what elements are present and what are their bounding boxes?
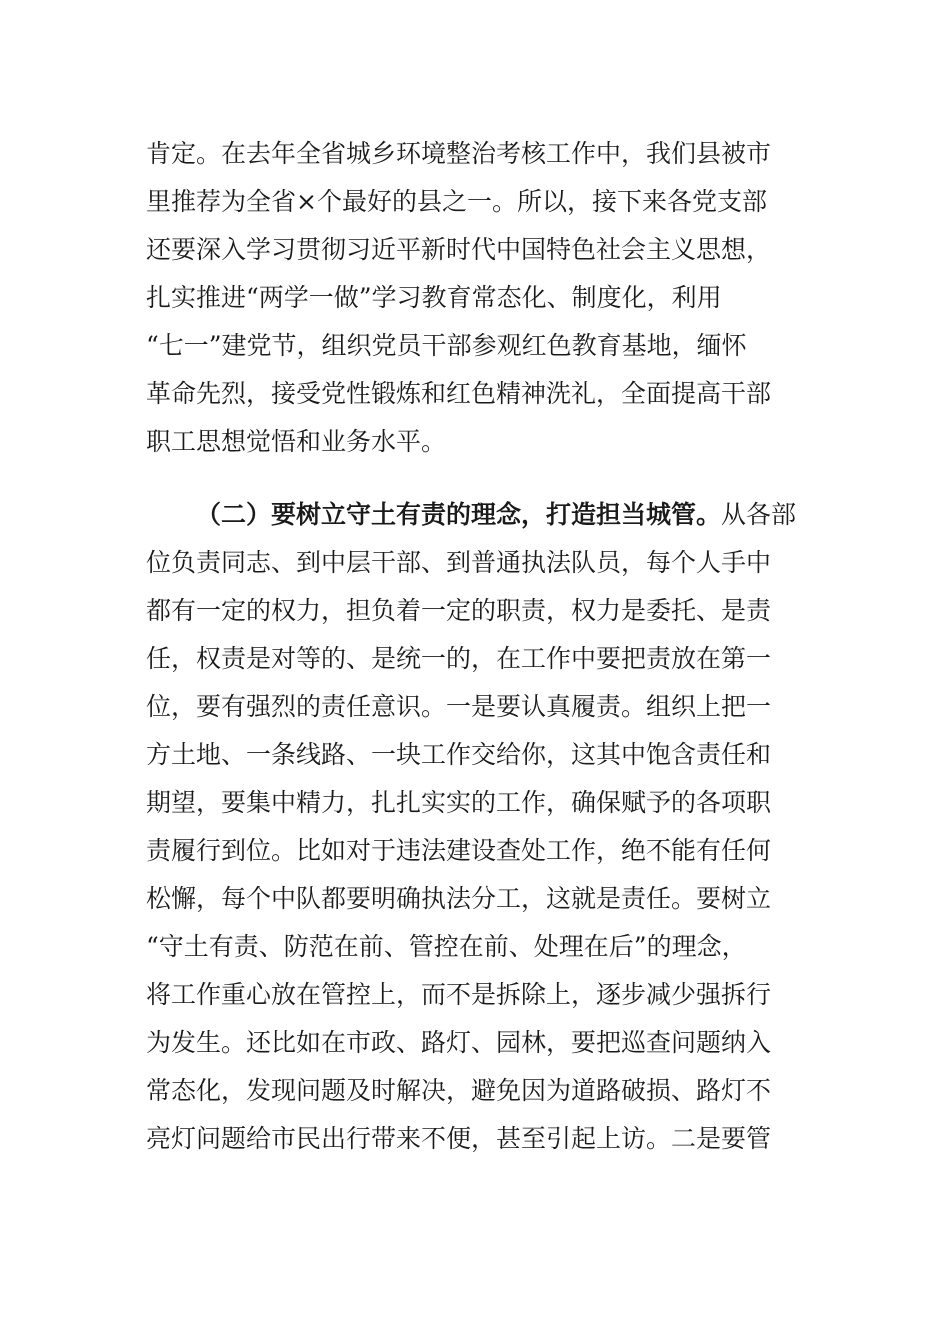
text-line: 为发生。还比如在市政、路灯、园林，要把巡查问题纳入 <box>146 1028 772 1057</box>
text-line: 革命先烈，接受党性锻炼和红色精神洗礼，全面提高干部 <box>146 379 772 408</box>
text-line: 位负责同志、到中层干部、到普通执法队员，每个人手中 <box>146 548 772 577</box>
text-line: 还要深入学习贯彻习近平新时代中国特色社会主义思想， <box>146 235 772 264</box>
section-heading: （二）要树立守土有责的理念，打造担当城管。 <box>196 500 722 529</box>
paragraph-1 <box>146 130 806 466</box>
paragraph-2 <box>146 491 806 1163</box>
text-line: 都有一定的权力，担负着一定的职责，权力是委托、是责 <box>146 596 772 625</box>
text-line: 亮灯问题给市民出行带来不便，甚至引起上访。二是要管 <box>146 1124 772 1153</box>
text-line: 里推荐为全省×个最好的县之一。所以，接下来各党支部 <box>146 187 767 216</box>
text-line: 将工作重心放在管控上，而不是拆除上，逐步减少强拆行 <box>146 980 772 1009</box>
text-line: 职工思想觉悟和业务水平。 <box>146 427 447 456</box>
text-line: “七一”建党节，组织党员干部参观红色教育基地，缅怀 <box>146 331 747 360</box>
text-line: 松懈，每个中队都要明确执法分工，这就是责任。要树立 <box>146 884 772 913</box>
paragraph-first-line <box>146 491 806 539</box>
text-line: 扎实推进“两学一做”学习教育常态化、制度化，利用 <box>146 283 722 312</box>
text-line: “守土有责、防范在前、管控在前、处理在后”的理念， <box>146 932 747 961</box>
text-line: 肯定。在去年全省城乡环境整治考核工作中，我们县被市 <box>146 139 772 168</box>
text-line: 任，权责是对等的、是统一的，在工作中要把责放在第一 <box>146 644 772 673</box>
text-line: 位，要有强烈的责任意识。一是要认真履责。组织上把一 <box>146 692 772 721</box>
text-line: 责履行到位。比如对于违法建设查处工作，绝不能有任何 <box>146 836 772 865</box>
heading-line-continuation: 从各部 <box>721 500 797 529</box>
text-line: 方土地、一条线路、一块工作交给你，这其中饱含责任和 <box>146 740 772 769</box>
text-line: 期望，要集中精力，扎扎实实的工作，确保赋予的各项职 <box>146 788 772 817</box>
text-line: 常态化，发现问题及时解决，避免因为道路破损、路灯不 <box>146 1076 772 1105</box>
